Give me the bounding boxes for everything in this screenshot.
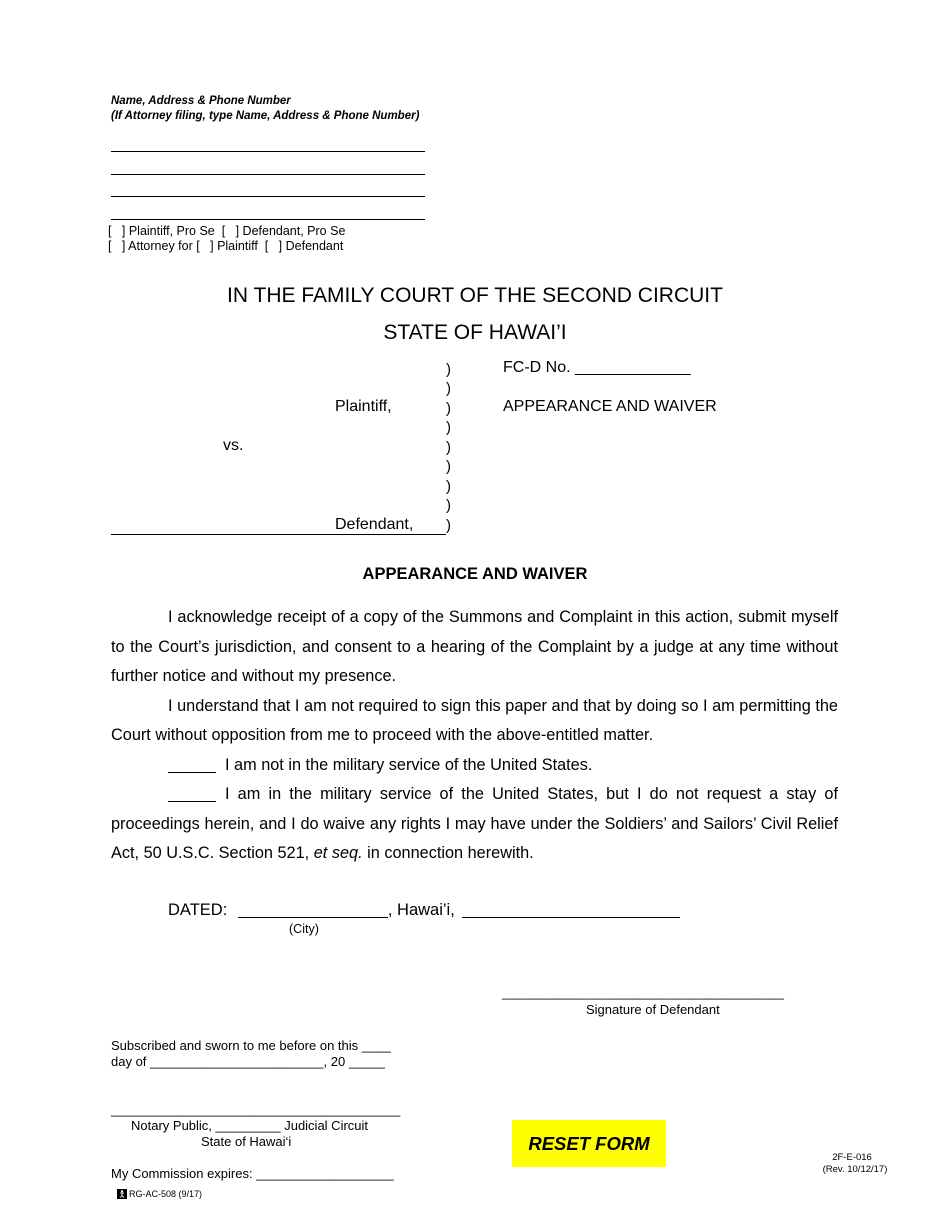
notary-signature-line[interactable]: ________________________________________ bbox=[111, 1102, 401, 1117]
attorney-filing-label: (If Attorney filing, type Name, Address & Phone Number) bbox=[111, 110, 420, 122]
caption-paren: ) bbox=[446, 380, 451, 397]
military-not-text: I am not in the military service of the United States. bbox=[225, 755, 593, 774]
name-address-label: Name, Address & Phone Number bbox=[111, 95, 291, 107]
notary-public-label: Notary Public, _________ Judicial Circuit bbox=[131, 1118, 369, 1133]
commission-expires-line[interactable]: My Commission expires: ___________________ bbox=[111, 1166, 394, 1181]
reset-form-button[interactable]: RESET FORM bbox=[512, 1120, 666, 1167]
defendant-label: Defendant, bbox=[335, 516, 414, 533]
court-state: STATE OF HAWAI’I bbox=[383, 321, 567, 344]
military-yes-text: I am in the military service of the United States, but I do not request a stay of proceedings herein, and I do waive any rights I may have under the Soldiers’ and Sailors’ Civil Relief Act, 50 U.S.C. Section 521, bbox=[111, 785, 838, 862]
document-heading: APPEARANCE AND WAIVER bbox=[362, 565, 588, 583]
notary-state-label: State of Hawai‘i bbox=[201, 1134, 292, 1149]
form-code: 2F-E-016 bbox=[832, 1152, 872, 1163]
party-checkbox-line-1[interactable]: [ ] Plaintiff, Pro Se [ ] Defendant, Pro Se bbox=[108, 224, 346, 238]
address-input-line-4[interactable] bbox=[111, 219, 425, 220]
accessibility-icon bbox=[117, 1189, 127, 1199]
day-of-line[interactable]: day of ________________________, 20 _____ bbox=[111, 1054, 385, 1069]
court-title: IN THE FAMILY COURT OF THE SECOND CIRCUIT bbox=[227, 284, 723, 307]
caption-paren: ) bbox=[446, 458, 451, 475]
caption-paren: ) bbox=[446, 517, 451, 534]
subscribed-line[interactable]: Subscribed and sworn to me before on this ____ bbox=[111, 1038, 391, 1053]
city-input[interactable] bbox=[238, 901, 388, 918]
caption-paren: ) bbox=[446, 478, 451, 495]
vs-label: vs. bbox=[223, 437, 244, 454]
city-hint: (City) bbox=[289, 922, 319, 936]
caption-paren: ) bbox=[446, 361, 451, 378]
military-not-blank[interactable] bbox=[168, 756, 216, 773]
caption-paren: ) bbox=[446, 497, 451, 514]
caption-paren: ) bbox=[446, 439, 451, 456]
caption-paren: ) bbox=[446, 419, 451, 436]
military-not-item bbox=[111, 751, 838, 781]
caption-paren: ) bbox=[446, 400, 451, 417]
hawaii-label: , Hawai’i, bbox=[387, 901, 455, 919]
military-yes-blank[interactable] bbox=[168, 785, 216, 802]
military-yes-item bbox=[111, 780, 838, 869]
case-number-field[interactable]: FC-D No. _____________ bbox=[503, 359, 691, 376]
understanding-paragraph: I understand that I am not required to sign this paper and that by doing so I am permitting the Court without opposition from me to proceed with the above-entitled matter. bbox=[111, 696, 838, 744]
dated-label: DATED: bbox=[168, 901, 228, 919]
footer-ref-text: RG-AC-508 (9/17) bbox=[129, 1189, 203, 1199]
defendant-name-line[interactable] bbox=[111, 534, 446, 535]
address-input-line-3[interactable] bbox=[111, 196, 425, 197]
address-input-line-1[interactable] bbox=[111, 151, 425, 152]
address-input-line-2[interactable] bbox=[111, 174, 425, 175]
body-text bbox=[111, 603, 838, 869]
signature-label: Signature of Defendant bbox=[586, 1002, 720, 1017]
signature-line[interactable]: _______________________________________ bbox=[502, 985, 784, 1000]
dated-line bbox=[168, 901, 680, 920]
date-input[interactable] bbox=[462, 901, 680, 918]
caption-document-title: APPEARANCE AND WAIVER bbox=[503, 398, 717, 415]
et-seq-text: et seq. bbox=[313, 844, 363, 862]
military-yes-text-end: in connection herewith. bbox=[362, 844, 534, 862]
acknowledgement-paragraph: I acknowledge receipt of a copy of the Summons and Complaint in this action, submit myself to the Court’s jurisdiction, and consent to a hearing of the Complaint by a judge at any time without further notice and without my presence. bbox=[111, 608, 838, 685]
form-revision: (Rev. 10/12/17) bbox=[822, 1164, 888, 1175]
plaintiff-label: Plaintiff, bbox=[335, 398, 392, 415]
party-checkbox-line-2[interactable]: [ ] Attorney for [ ] Plaintiff [ ] Defendant bbox=[108, 239, 344, 253]
footer-ref bbox=[117, 1189, 202, 1199]
